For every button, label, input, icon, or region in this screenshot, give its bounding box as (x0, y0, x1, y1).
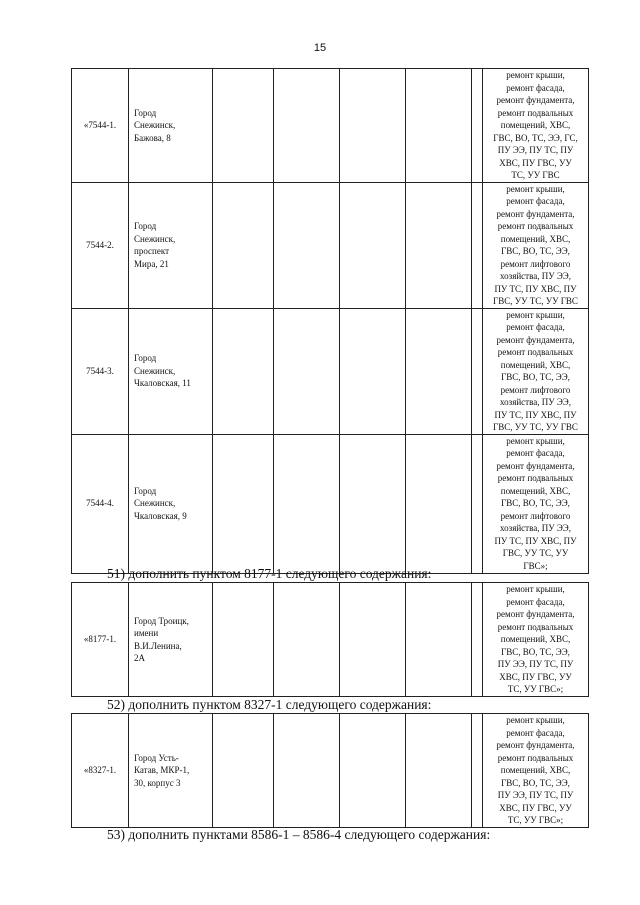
works-line: ремонт фундамента, (496, 334, 575, 345)
works-line: ПУ ЭЭ, ПУ ТС, ПУ (497, 790, 574, 801)
address-line: Снежинск, (134, 498, 176, 509)
address-line: Снежинск, (134, 120, 176, 130)
table-row (72, 69, 589, 183)
address-line: Чкаловская, 9 (134, 510, 187, 521)
empty-cell (340, 434, 406, 573)
works-line: ремонт подвальных (497, 752, 574, 763)
empty-cell (213, 583, 274, 697)
address-cell (129, 182, 213, 308)
table-row (72, 714, 589, 828)
works-line: ГВС, ВО, ТС, ЭЭ, (501, 246, 570, 256)
works-line: ГВС, УУ ТС, УУ ГВС (493, 422, 578, 432)
row-number: «7544-1. (72, 69, 129, 183)
works-line: ремонт фасада, (506, 448, 565, 459)
works-line: ПУ ЭЭ, ПУ ТС, ПУ (497, 145, 574, 155)
empty-cell (340, 69, 406, 183)
row-number: «8177-1. (72, 583, 129, 697)
empty-cell (406, 308, 472, 434)
works-line: ремонт крыши, (506, 183, 565, 194)
works-cell (483, 583, 589, 697)
address-line: 30, корпус 3 (134, 777, 181, 788)
works-line: помещений, ХВС, (500, 485, 571, 496)
address-line: имени (134, 628, 159, 638)
works-cell (483, 182, 589, 308)
works-line: ремонт фасада, (506, 82, 565, 93)
row-number: 7544-3. (72, 308, 129, 434)
address-line: 2А (134, 653, 145, 663)
empty-cell (340, 182, 406, 308)
works-line: хозяйства, ПУ ЭЭ, (500, 397, 571, 407)
works-line: ремонт крыши, (506, 715, 565, 726)
works-line: ГВС»; (523, 560, 548, 571)
address-cell (129, 69, 213, 183)
address-line: Чкаловская, 11 (134, 378, 191, 389)
works-line: хозяйства, ПУ ЭЭ, (500, 523, 571, 534)
empty-cell (213, 69, 274, 183)
empty-cell (472, 583, 483, 697)
empty-cell (274, 69, 340, 183)
address-line: Город (134, 107, 157, 118)
works-line: ремонт фасада, (506, 596, 565, 607)
works-line: ТС, УУ ГВС»; (507, 815, 564, 826)
table-8177 (71, 582, 589, 697)
empty-cell (472, 182, 483, 308)
address-line: Город Усть- (134, 752, 179, 763)
works-line: ГВС, ВО, ТС, ЭЭ, ГС, (493, 132, 578, 143)
empty-cell (406, 714, 472, 828)
empty-cell (472, 69, 483, 183)
works-line: ремонт фундамента, (496, 609, 575, 620)
works-line: ремонт подвальных (497, 107, 574, 118)
works-line: ГВС, ВО, ТС, ЭЭ, (501, 372, 570, 382)
works-line: ГВС, ВО, ТС, ЭЭ, (501, 646, 570, 657)
empty-cell (213, 434, 274, 573)
empty-cell (274, 583, 340, 697)
address-line: Бажова, 8 (134, 132, 171, 143)
row-number: 7544-4. (72, 434, 129, 573)
works-line: ремонт фундамента, (496, 740, 575, 751)
address-line: Город Троицк, (134, 615, 189, 626)
empty-cell (406, 69, 472, 183)
address-line: Мира, 21 (134, 258, 169, 269)
works-line: ремонт подвальных (497, 221, 574, 231)
works-line: ремонт фундамента, (496, 95, 575, 105)
empty-cell (340, 308, 406, 434)
works-line: ремонт подвальных (497, 347, 574, 357)
works-line: ремонт лифтового (500, 510, 571, 521)
works-line: ХВС, ПУ ГВС, УУ (499, 802, 572, 813)
table-7544 (71, 68, 589, 574)
works-line: помещений, ХВС, (500, 765, 571, 776)
address-cell (129, 583, 213, 697)
works-line: ремонт подвальных (497, 621, 574, 632)
works-line: ПУ ЭЭ, ПУ ТС, ПУ (497, 659, 574, 670)
table-8327 (71, 713, 589, 828)
page-number: 15 (313, 42, 327, 54)
empty-cell (274, 182, 340, 308)
works-line: ГВС, УУ ТС, УУ (502, 548, 569, 559)
works-line: ТС, УУ ГВС (511, 170, 560, 180)
empty-cell (472, 434, 483, 573)
row-number: «8327-1. (72, 714, 129, 828)
works-line: ремонт лифтового (500, 384, 571, 395)
empty-cell (340, 714, 406, 828)
address-line: Город (134, 485, 157, 496)
works-line: ГВС, ВО, ТС, ЭЭ, (501, 498, 570, 509)
works-line: ремонт лифтового (500, 258, 571, 269)
works-line: хозяйства, ПУ ЭЭ, (500, 271, 571, 281)
works-line: ремонт фундамента, (496, 208, 575, 219)
address-cell (129, 714, 213, 828)
works-line: ПУ ТС, ПУ ХВС, ПУ (494, 535, 577, 546)
empty-cell (340, 583, 406, 697)
section-heading-51: 51) дополнить пунктом 8177-1 следующего содержания: (107, 566, 432, 581)
works-line: ремонт крыши, (506, 435, 565, 446)
works-line: ремонт крыши, (506, 584, 565, 595)
works-line: ремонт фасада, (506, 727, 565, 738)
empty-cell (274, 434, 340, 573)
empty-cell (406, 434, 472, 573)
address-line: Город (134, 221, 157, 231)
address-line: В.И.Ленина, (134, 640, 182, 651)
address-line: Снежинск, (134, 233, 176, 244)
table-row (72, 182, 589, 308)
works-cell (483, 69, 589, 183)
works-line: ПУ ТС, ПУ ХВС, ПУ (494, 283, 577, 294)
address-line: Город (134, 353, 157, 364)
empty-cell (213, 182, 274, 308)
works-line: помещений, ХВС, (500, 233, 571, 244)
works-cell (483, 714, 589, 828)
works-line: ремонт фундамента, (496, 460, 575, 471)
works-line: ГВС, УУ ТС, УУ ГВС (493, 296, 578, 306)
section-heading-52: 52) дополнить пунктом 8327-1 следующего содержания: (107, 697, 432, 712)
empty-cell (472, 714, 483, 828)
works-line: ремонт фасада, (506, 322, 565, 332)
empty-cell (406, 182, 472, 308)
works-line: ремонт крыши, (506, 70, 565, 80)
table-row (72, 308, 589, 434)
works-line: ГВС, ВО, ТС, ЭЭ, (501, 777, 570, 788)
works-cell (483, 308, 589, 434)
works-line: ТС, УУ ГВС»; (507, 684, 564, 695)
works-line: ремонт крыши, (506, 309, 565, 320)
works-line: помещений, ХВС, (500, 120, 571, 130)
table-row (72, 583, 589, 697)
address-cell (129, 434, 213, 573)
row-number: 7544-2. (72, 182, 129, 308)
works-line: ремонт подвальных (497, 473, 574, 484)
works-line: помещений, ХВС, (500, 359, 571, 370)
address-cell (129, 308, 213, 434)
empty-cell (274, 714, 340, 828)
empty-cell (472, 308, 483, 434)
works-line: ХВС, ПУ ГВС, УУ (499, 671, 572, 682)
empty-cell (406, 583, 472, 697)
works-line: ХВС, ПУ ГВС, УУ (499, 157, 572, 168)
address-line: Катав, МКР-1, (134, 765, 190, 776)
works-cell (483, 434, 589, 573)
works-line: ПУ ТС, ПУ ХВС, ПУ (494, 409, 577, 420)
address-line: Снежинск, (134, 365, 176, 376)
section-heading-53: 53) дополнить пунктами 8586-1 – 8586-4 следующего содержания: (107, 827, 491, 842)
empty-cell (213, 714, 274, 828)
works-line: ремонт фасада, (506, 196, 565, 206)
table-row (72, 434, 589, 573)
empty-cell (213, 308, 274, 434)
empty-cell (274, 308, 340, 434)
address-line: проспект (134, 246, 170, 256)
works-line: помещений, ХВС, (500, 634, 571, 645)
